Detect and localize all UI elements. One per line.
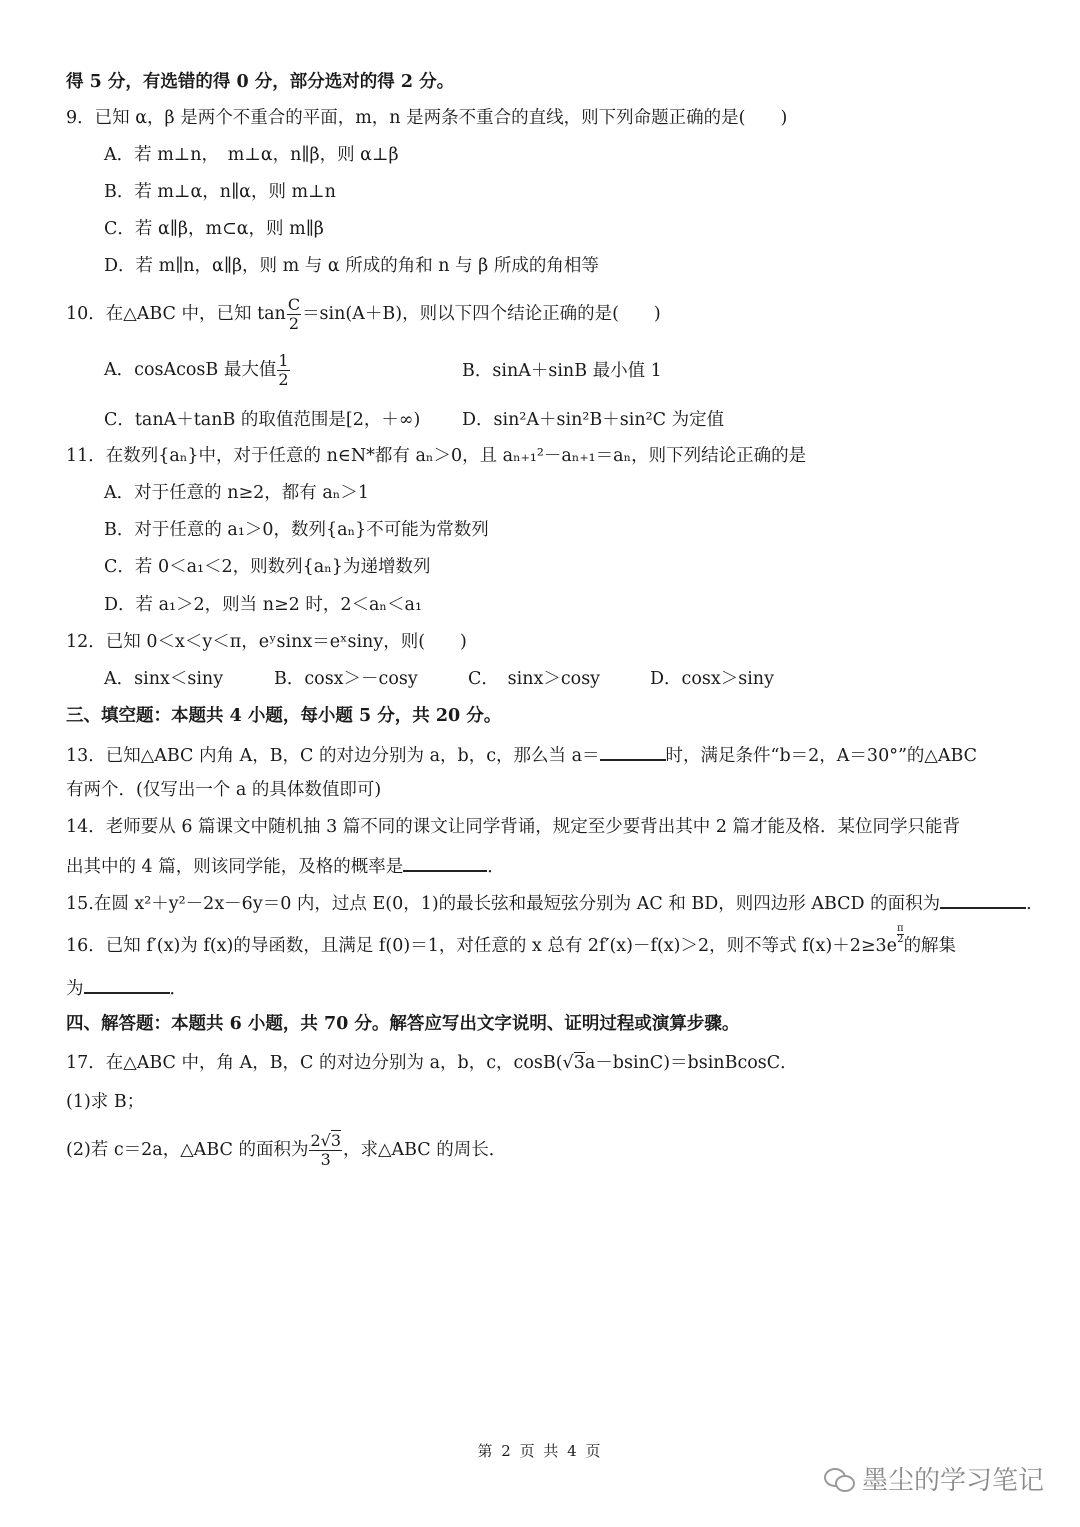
q14-answer-blank[interactable] [403, 852, 487, 872]
q12-stem: 12．已知 0＜x＜y＜π，eʸsinx＝eˣsiny，则( ) [66, 632, 467, 652]
q12-option-a: A．sinx＜siny [104, 669, 224, 689]
q17-area-num-sqrt: 3 [330, 1131, 342, 1150]
q10-option-a-fraction [277, 353, 289, 388]
q10-stem [66, 296, 661, 332]
q10-frac-num: C [287, 295, 301, 314]
scoring-rule-line: 得 5 分，有选错的得 0 分，部分选对的得 2 分。 [66, 72, 455, 92]
q17-stem-post: a－bsinC)＝bsinBcosC． [584, 1053, 798, 1073]
q16-exponent [897, 924, 904, 945]
q14-text-post: ． [487, 857, 505, 877]
q15-text-pre: 15.在圆 x²＋y²－2x－6y＝0 内，过点 E(0，1)的最长弦和最短弦分别为 AC 和 BD，则四边形 ABCD 的面积为 [66, 894, 941, 914]
sqrt-sign-icon: √ [320, 1131, 331, 1150]
q14-line-1: 14．老师要从 6 篇课文中随机抽 3 篇不同的课文让同学背诵，规定至少要背出其中 2 篇才能及格．某位同学只能背 [66, 817, 961, 837]
q11-option-c: C．若 0＜a₁＜2，则数列{aₙ}为递增数列 [104, 557, 431, 577]
q10-fraction [287, 297, 301, 332]
q10-a-frac-num: 1 [278, 351, 289, 370]
q11-option-b: B．对于任意的 a₁＞0，数列{aₙ}不可能为常数列 [104, 520, 489, 540]
sqrt-sign-icon: √ [562, 1053, 574, 1073]
q13-answer-blank[interactable] [600, 741, 666, 761]
q17-stem [66, 1051, 798, 1075]
q15-text-post: . [1026, 894, 1032, 914]
q9-option-c: C．若 α∥β，m⊂α，则 m∥β [104, 219, 324, 239]
q13-text-post: 时，满足条件“b＝2，A＝30°”的△ABC [665, 746, 978, 766]
q17-sqrt [563, 1052, 585, 1073]
q17-sqrt-value: 3 [573, 1053, 585, 1073]
q16-text-post: 的解集 [903, 936, 957, 956]
q11-stem: 11．在数列{aₙ}中，对于任意的 n∈N*都有 aₙ＞0，且 aₙ₊₁²－aₙ₊₁＝aₙ，则下列结论正确的是 [66, 446, 807, 466]
q13-line-1 [66, 741, 977, 768]
q10-frac-den: 2 [288, 314, 300, 333]
q15-answer-blank[interactable] [940, 889, 1026, 909]
q14-text-pre: 出其中的 4 篇，则该同学能，及格的概率是 [66, 857, 404, 877]
q10-option-a [104, 352, 291, 388]
q16-text-end: ． [169, 979, 187, 999]
q9-stem: 9．已知 α，β 是两个不重合的平面，m，n 是两条不重合的直线，则下列命题正确的是( ) [66, 108, 788, 128]
q17-area-den: 3 [320, 1150, 331, 1169]
page-number: 第 2 页 共 4 页 [477, 1442, 603, 1460]
q10-a-frac-den: 2 [278, 370, 289, 389]
q10-option-c: C．tanA＋tanB 的取值范围是[2，＋∞) [104, 410, 421, 430]
q16-line-1 [66, 923, 957, 958]
q12-option-b: B．cosx＞－cosy [274, 669, 418, 689]
wechat-icon [824, 1466, 854, 1492]
q16-text-wei: 为 [66, 979, 84, 999]
q16-answer-blank[interactable] [84, 974, 170, 994]
q9-option-b: B．若 m⊥α，n∥α，则 m⊥n [104, 182, 336, 202]
q13-line-2: 有两个．(仅写出一个 a 的具体数值即可) [66, 780, 382, 800]
q17-area-num-coef: 2 [310, 1131, 321, 1150]
q17-part-1: (1)求 B； [66, 1092, 145, 1112]
q10-stem-post: ＝sin(A＋B)，则以下四个结论正确的是( ) [302, 304, 661, 324]
q12-option-d: D．cosx＞siny [650, 669, 774, 689]
q17-part-2-post: ，求△ABC 的周长． [343, 1140, 507, 1160]
q10-option-d: D．sin²A＋sin²B＋sin²C 为定值 [462, 410, 725, 430]
section-4-title: 四、解答题：本题共 6 小题，共 70 分。解答应写出文字说明、证明过程或演算步骤。 [66, 1014, 740, 1034]
q12-option-c: C． sinx＞cosy [468, 669, 601, 689]
q17-stem-pre: 17．在△ABC 中，角 A，B，C 的对边分别为 a，b，c，cosB( [66, 1053, 563, 1073]
section-3-title: 三、填空题：本题共 4 小题，每小题 5 分，共 20 分。 [66, 706, 502, 726]
q16-exponent-num: π [896, 923, 904, 934]
q16-line-2 [66, 974, 187, 1001]
q15-line [66, 889, 1032, 916]
watermark-text: 墨尘的学习笔记 [861, 1466, 1044, 1496]
q17-part-2-pre: (2)若 c＝2a，△ABC 的面积为 [66, 1140, 309, 1160]
q11-option-a: A．对于任意的 n≥2，都有 aₙ＞1 [104, 483, 369, 503]
q16-text-pre: 16．已知 f′(x)为 f(x)的导函数，且满足 f(0)＝1，对任意的 x 总有 2f′(x)－f(x)＞2，则不等式 f(x)＋2≥3e [66, 936, 897, 956]
watermark [824, 1460, 1044, 1497]
q11-option-d: D．若 a₁＞2，则当 n≥2 时，2＜aₙ＜a₁ [104, 595, 422, 615]
q9-option-a: A．若 m⊥n， m⊥α，n∥β，则 α⊥β [104, 145, 399, 165]
q16-exponent-den: 2 [897, 934, 904, 945]
q13-text-pre: 13．已知△ABC 内角 A，B，C 的对边分别为 a，b，c，那么当 a＝ [66, 746, 600, 766]
q10-option-b: B．sinA＋sinB 最小值 1 [462, 361, 662, 381]
q9-option-d: D．若 m∥n，α∥β，则 m 与 α 所成的角和 n 与 β 所成的角相等 [104, 256, 599, 276]
q17-area-fraction [309, 1133, 342, 1168]
q17-part-2 [66, 1130, 506, 1170]
q14-line-2 [66, 852, 505, 879]
q10-option-a-text: A．cosAcosB 最大值 [104, 360, 277, 380]
q17-area-num [309, 1133, 342, 1151]
q10-stem-pre: 10．在△ABC 中，已知 tan [66, 304, 286, 324]
